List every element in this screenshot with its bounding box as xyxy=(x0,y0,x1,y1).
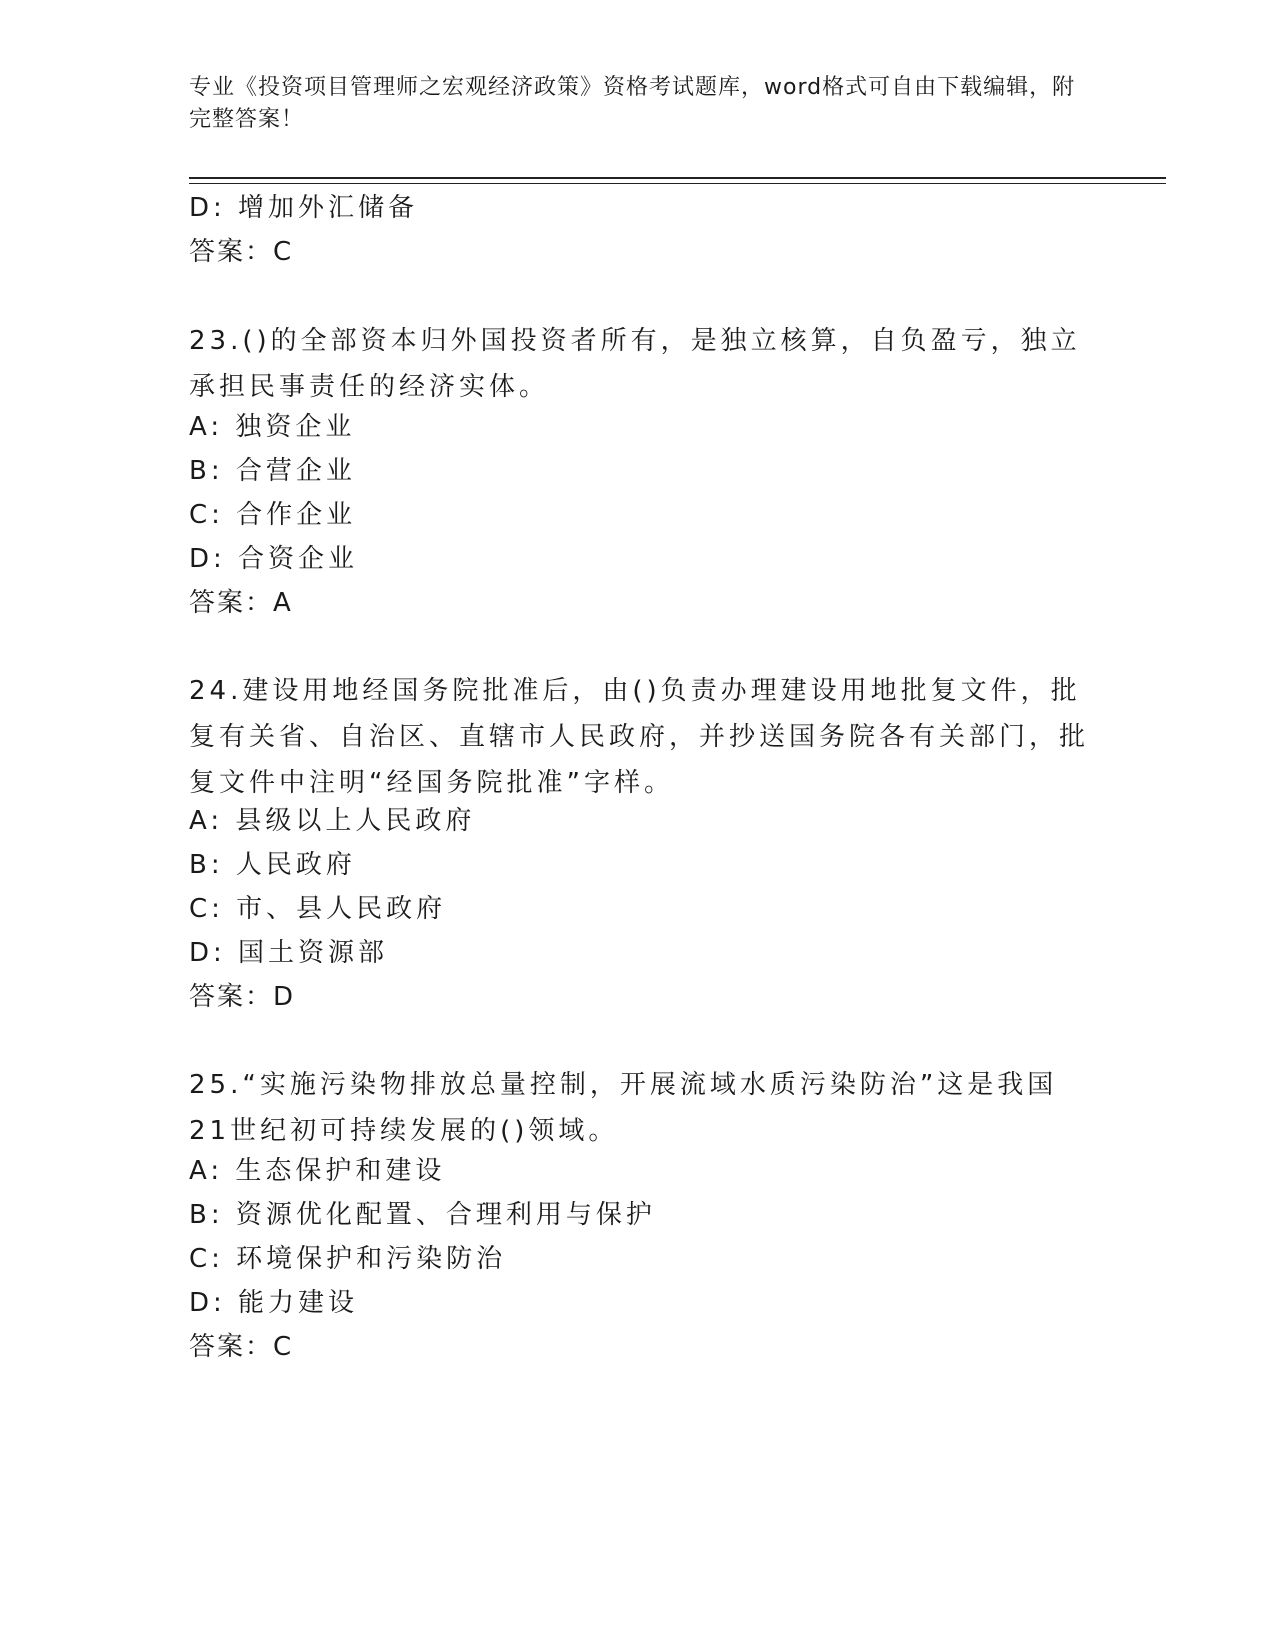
header-rule-thick xyxy=(189,177,1166,179)
q24-stem: 24.建设用地经国务院批准后，由()负责办理建设用地批复文件，批复有关省、自治区、直辖市人民政府，并抄送国务院各有关部门，批复文件中注明“经国务院批准”字样。 xyxy=(189,676,1090,798)
q24-option-b: B: 人民政府 xyxy=(189,850,356,880)
prev-option-d: D: 增加外汇储备 xyxy=(189,193,419,223)
q23-option-b: B: 合营企业 xyxy=(189,456,356,486)
q25-stem: 25.“实施污染物排放总量控制，开展流域水质污染防治”这是我国21世纪初可持续发展的()领域。 xyxy=(189,1070,1058,1146)
header-rule-thin xyxy=(189,183,1166,184)
q23-option-a: A: 独资企业 xyxy=(189,412,356,442)
q23-stem: 23.()的全部资本归外国投资者所有，是独立核算，自负盈亏，独立承担民事责任的经济实体。 xyxy=(189,326,1081,402)
q25-option-b: B: 资源优化配置、合理利用与保护 xyxy=(189,1200,656,1230)
q23-option-c: C: 合作企业 xyxy=(189,500,357,530)
q25-option-c: C: 环境保护和污染防治 xyxy=(189,1244,507,1274)
q24-option-d: D: 国土资源部 xyxy=(189,938,389,968)
q25-option-d: D: 能力建设 xyxy=(189,1288,359,1318)
q24-option-c: C: 市、县人民政府 xyxy=(189,894,447,924)
q23-option-d: D: 合资企业 xyxy=(189,544,359,574)
q25-option-a: A: 生态保护和建设 xyxy=(189,1156,446,1186)
q25-answer: 答案：C xyxy=(189,1332,294,1362)
document-header: 专业《投资项目管理师之宏观经济政策》资格考试题库，word格式可自由下载编辑，附完整答案！ xyxy=(189,75,1076,132)
q23-answer: 答案：A xyxy=(189,588,293,618)
q24-option-a: A: 县级以上人民政府 xyxy=(189,806,476,836)
prev-answer: 答案：C xyxy=(189,237,294,267)
q24-answer: 答案：D xyxy=(189,982,296,1012)
